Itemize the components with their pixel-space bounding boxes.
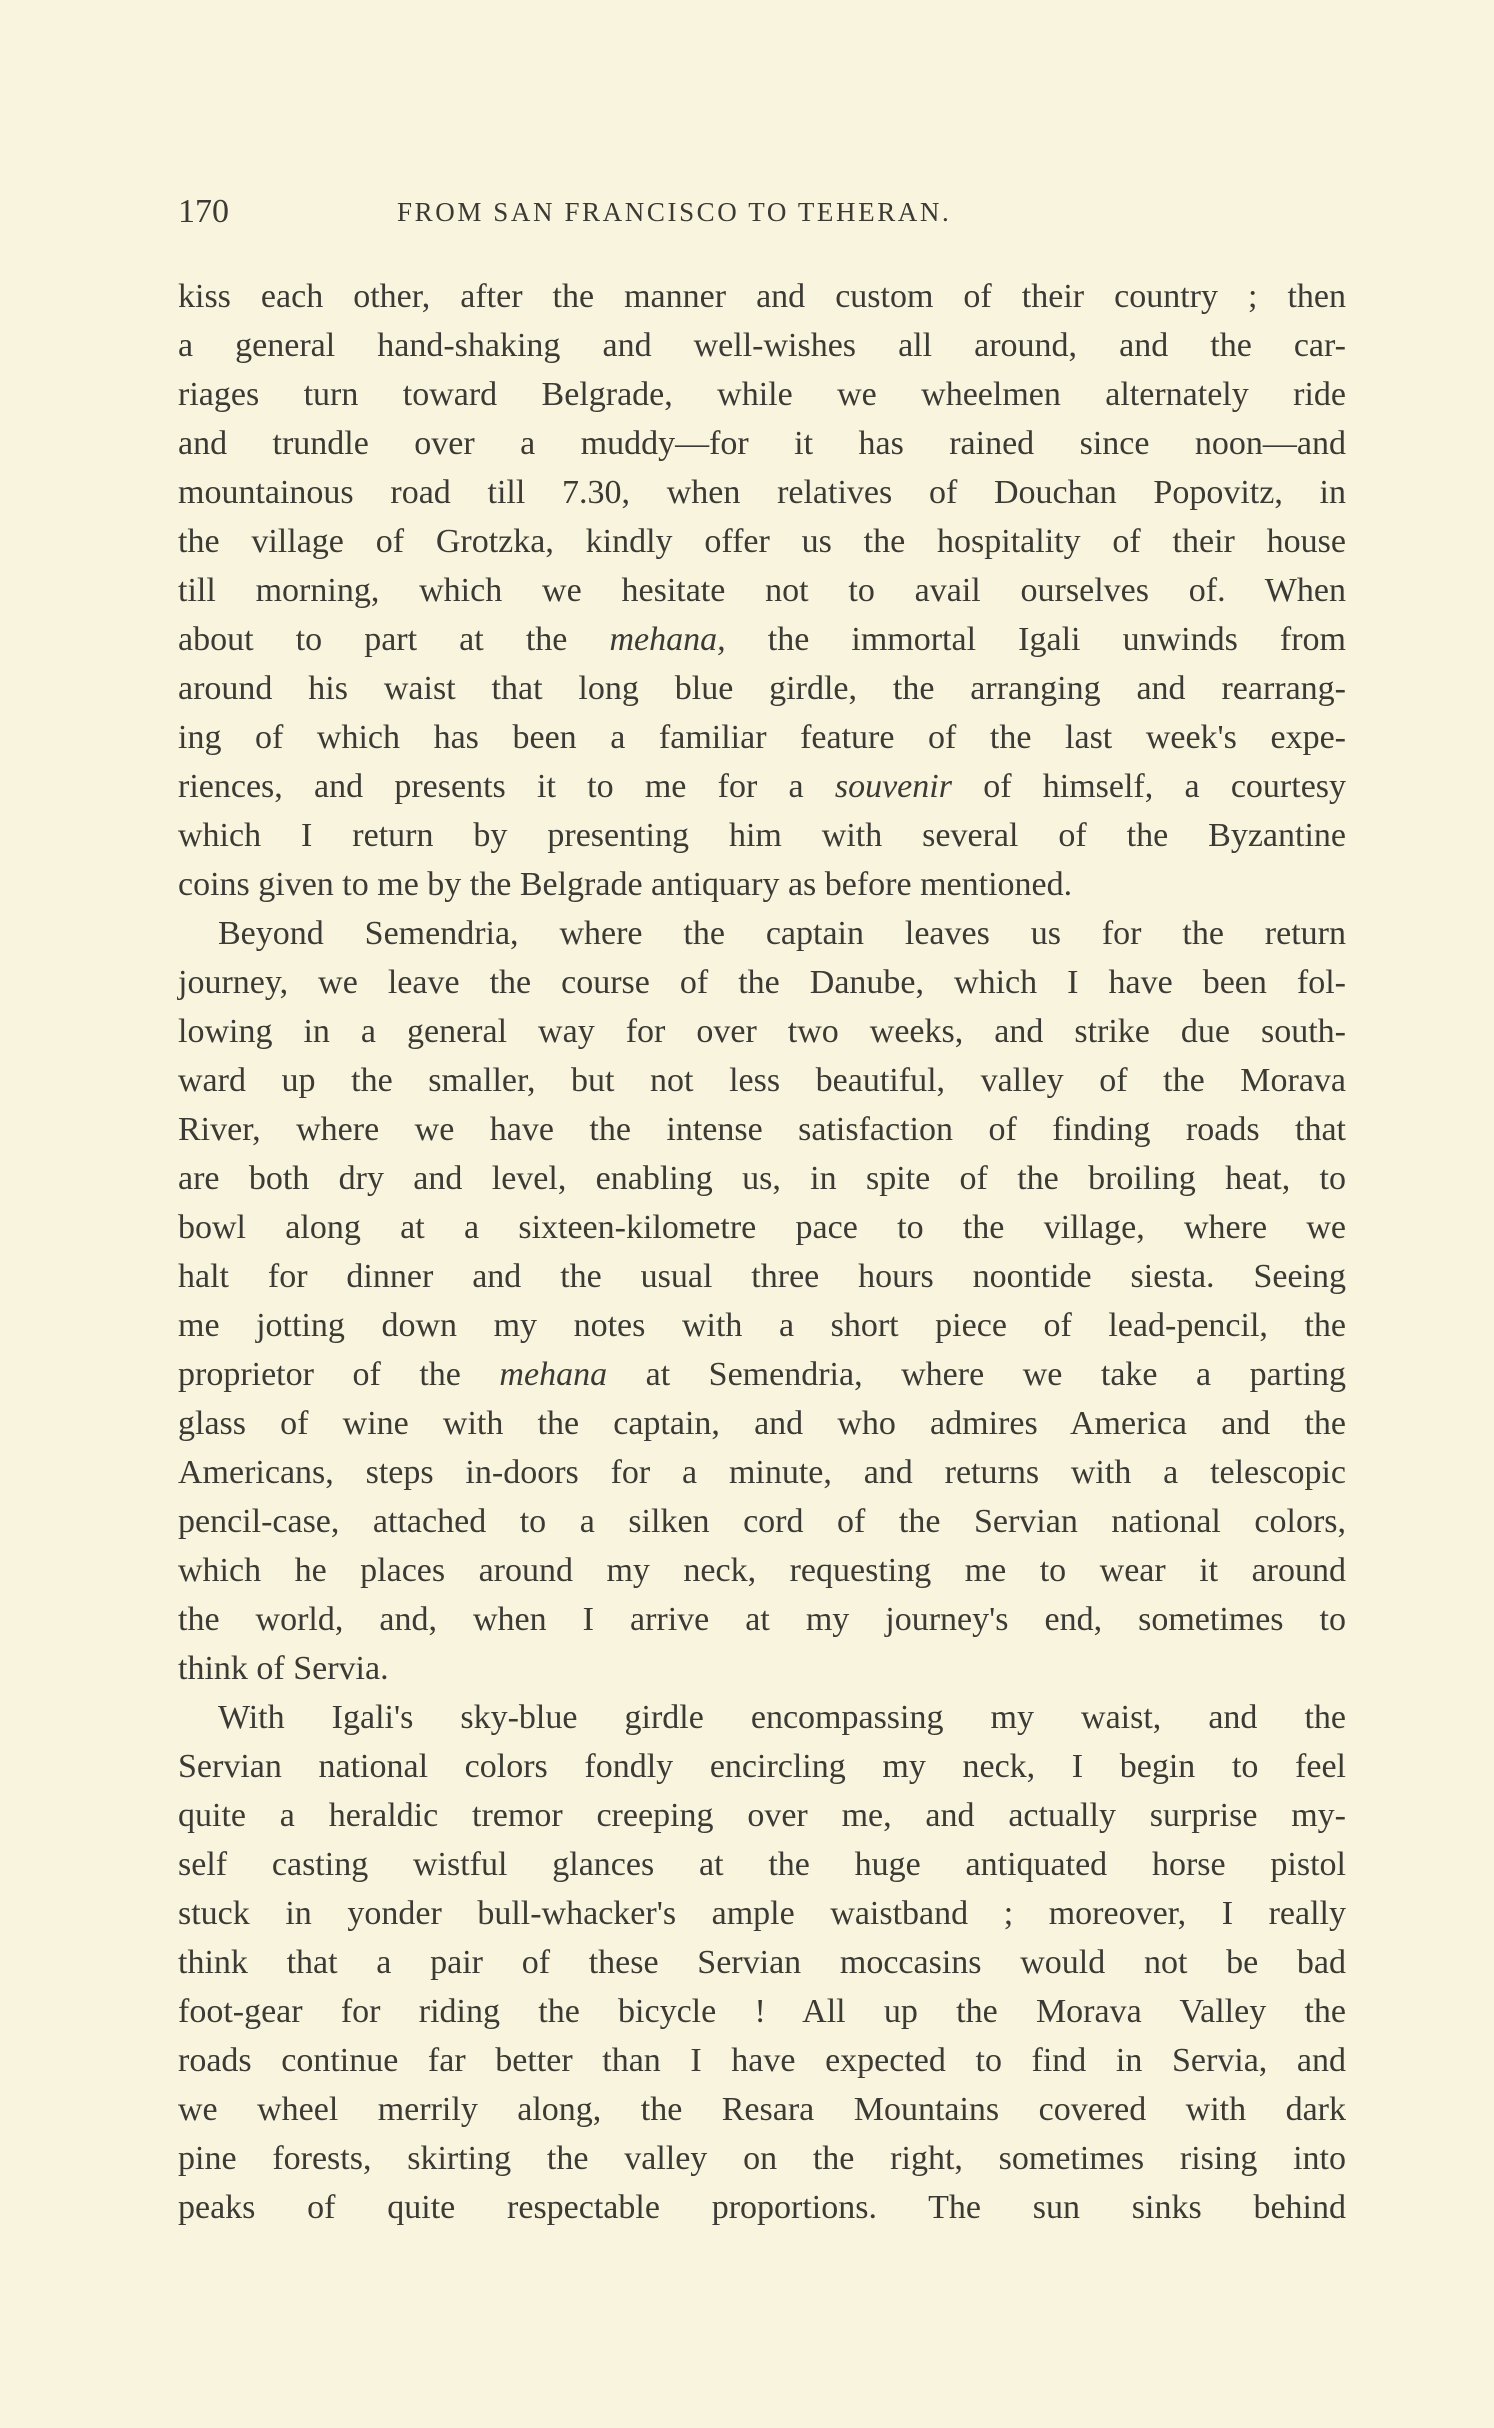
text-line: self casting wistful glances at the huge antiquated horse pistol <box>178 1846 1346 1883</box>
running-header <box>178 192 1346 232</box>
text-line: mountainous road till 7.30, when relatives of Douchan Popovitz, in <box>178 474 1346 511</box>
text-segment: proprietor of the <box>178 1356 500 1393</box>
body-text <box>178 272 1346 2232</box>
text-line: glass of wine with the captain, and who admires America and the <box>178 1405 1346 1442</box>
text-line: stuck in yonder bull-whacker's ample waistband ; moreover, I really <box>178 1895 1346 1932</box>
text-segment: at Semendria, where we take a parting <box>607 1356 1346 1393</box>
text-line: ing of which has been a familiar feature of the last week's expe- <box>178 719 1346 756</box>
text-line: Americans, steps in-doors for a minute, and returns with a telescopic <box>178 1454 1346 1491</box>
italic-word: souvenir <box>834 768 952 805</box>
page-number: 170 <box>178 193 229 230</box>
text-line <box>178 615 1346 664</box>
text-segment: about to part at the <box>178 621 610 658</box>
text-line: till morning, which we hesitate not to avail ourselves of. When <box>178 572 1346 609</box>
text-line: kiss each other, after the manner and custom of their country ; then <box>178 278 1346 315</box>
text-line: are both dry and level, enabling us, in spite of the broiling heat, to <box>178 1160 1346 1197</box>
italic-word: mehana, <box>609 621 726 658</box>
text-line: River, where we have the intense satisfaction of finding roads that <box>178 1111 1346 1148</box>
text-line: riages turn toward Belgrade, while we wheelmen alternately ride <box>178 376 1346 413</box>
text-line: bowl along at a sixteen-kilometre pace to the village, where we <box>178 1209 1346 1246</box>
text-line: halt for dinner and the usual three hours noontide siesta. Seeing <box>178 1258 1346 1295</box>
text-line: a general hand-shaking and well-wishes all around, and the car- <box>178 327 1346 364</box>
text-line: around his waist that long blue girdle, the arranging and rearrang- <box>178 670 1346 707</box>
text-segment: the immortal Igali unwinds from <box>725 621 1347 658</box>
text-line: the village of Grotzka, kindly offer us the hospitality of their house <box>178 523 1346 560</box>
text-line: and trundle over a muddy—for it has rained since noon—and <box>178 425 1346 462</box>
text-line: which I return by presenting him with several of the Byzantine <box>178 817 1346 854</box>
italic-word: mehana <box>499 1356 608 1393</box>
text-line: quite a heraldic tremor creeping over me, and actually surprise my- <box>178 1797 1346 1834</box>
text-line: pine forests, skirting the valley on the right, sometimes rising into <box>178 2140 1346 2177</box>
text-line: the world, and, when I arrive at my journey's end, sometimes to <box>178 1601 1346 1638</box>
text-line: pencil-case, attached to a silken cord of the Servian national colors, <box>178 1503 1346 1540</box>
text-line <box>178 762 1346 811</box>
running-title: FROM SAN FRANCISCO TO TEHERAN. <box>397 197 952 227</box>
text-segment: riences, and presents it to me for a <box>178 768 835 805</box>
text-line: peaks of quite respectable proportions. The sun sinks behind <box>178 2189 1346 2226</box>
text-segment: of himself, a courtesy <box>951 768 1347 805</box>
text-line: think of Servia. <box>178 1650 389 1687</box>
text-line: which he places around my neck, requesting me to wear it around <box>178 1552 1346 1589</box>
text-line: journey, we leave the course of the Danube, which I have been fol- <box>178 964 1346 1001</box>
text-line: Servian national colors fondly encircling my neck, I begin to feel <box>178 1748 1346 1785</box>
text-line: With Igali's sky-blue girdle encompassing my waist, and the <box>218 1699 1346 1736</box>
text-line: think that a pair of these Servian moccasins would not be bad <box>178 1944 1346 1981</box>
text-line: lowing in a general way for over two weeks, and strike due south- <box>178 1013 1346 1050</box>
text-line <box>178 1350 1346 1399</box>
text-line: me jotting down my notes with a short piece of lead-pencil, the <box>178 1307 1346 1344</box>
text-line: roads continue far better than I have expected to find in Servia, and <box>178 2042 1346 2079</box>
text-line: Beyond Semendria, where the captain leaves us for the return <box>218 915 1346 952</box>
text-line: we wheel merrily along, the Resara Mountains covered with dark <box>178 2091 1346 2128</box>
text-line: coins given to me by the Belgrade antiquary as before mentioned. <box>178 866 1073 903</box>
text-line: ward up the smaller, but not less beautiful, valley of the Morava <box>178 1062 1346 1099</box>
text-line: foot-gear for riding the bicycle ! All up the Morava Valley the <box>178 1993 1346 2030</box>
